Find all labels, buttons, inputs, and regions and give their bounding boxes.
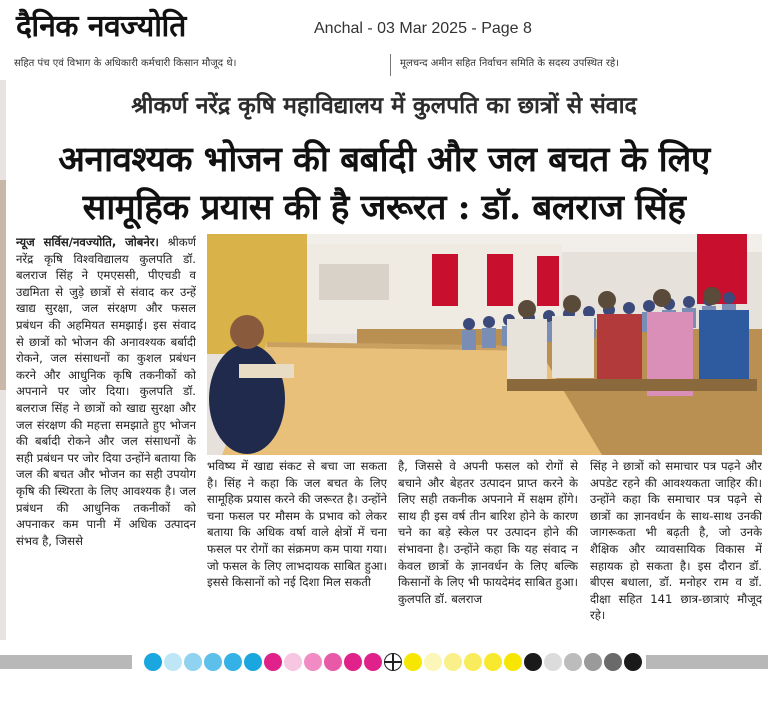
newspaper-brand: दैनिक नवज्योति [16, 9, 186, 44]
cyan-swatch [244, 653, 262, 671]
yellow-tint-swatch [484, 653, 502, 671]
gray-band-right [646, 655, 768, 669]
black-swatch [524, 653, 542, 671]
yellow-tint-swatch [444, 653, 462, 671]
registration-mark-icon [384, 653, 402, 671]
black-swatch [624, 653, 642, 671]
article-kicker: श्रीकर्ण नरेंद्र कृषि महाविद्यालय में कुलपति का छात्रों से संवाद [131, 92, 637, 119]
yellow-tint-swatch [424, 653, 442, 671]
magenta-tint-swatch [324, 653, 342, 671]
byline: न्यूज सर्विस/नवज्योति, जोबनेर। [16, 235, 159, 249]
headline-line-2: सामूहिक प्रयास की है जरूरत : डॉ. बलराज सिंह [82, 187, 686, 228]
cyan-tint-swatch [204, 653, 222, 671]
gray-tint-swatch [584, 653, 602, 671]
magenta-swatch [344, 653, 362, 671]
gray-band-left [0, 655, 132, 669]
classroom-photo-illustration [207, 234, 762, 455]
article-column-3: है, जिससे वे अपनी फसल को रोगों से बचाने और बेहतर उत्पादन प्राप्त करने के लिए सही तकनीक अपनाने में सक्षम होंगे। साथ ही इस वर्ष तीन बारिश होने के कारण चने का बड़े स्केल पर उत्पादन होने की संभावना है। उन्होंने कहा कि यह संवाद न केवल छात्रों के ज्ञानवर्धन के लिए बल्कि किसानों के लिए भी फायदेमंद साबित हुआ। कुलपति डॉ. बलराज [398, 459, 578, 606]
cyan-tint-swatch [184, 653, 202, 671]
article-column-4: सिंह ने छात्रों को समाचार पत्र पढ़ने और अपडेट रहने की आवश्यकता जाहिर की। उन्होंने कहा कि समाचार पत्र पढ़ने से छात्रों का ज्ञानवर्धन के साथ-साथ उनकी जागरूकता भी बढ़ती है, जो उनके शैक्षिक और व्यावसायिक विकास में सहायक हो सकता है। इस दौरान डॉ. बीएस बधाला, डॉ. मनोहर राम व डॉ. दीक्षा सहित 141 छात्र-छात्राएं मौजूद रहे। [590, 459, 762, 623]
magenta-swatch [364, 653, 382, 671]
gray-tint-swatch [604, 653, 622, 671]
gray-tint-swatch [564, 653, 582, 671]
magenta-tint-swatch [284, 653, 302, 671]
cyan-swatch [144, 653, 162, 671]
cyan-tint-swatch [164, 653, 182, 671]
top-strip-left-text: सहित पंच एवं विभाग के अधिकारी कर्मचारी किसान मौजूद थे। [14, 58, 237, 69]
column-1-text: श्रीकर्ण नरेंद्र कृषि विश्वविद्यालय कुलपति डॉ. बलराज सिंह ने एमएससी, पीएचडी व उद्यमिता से जुड़े छात्रों से संवाद कर उन्हें खाद्य सुरक्षा, जल संरक्षण और फसल प्रबंधन की अहमियत समझाई। इस संवाद से छात्रों को भोजन की अनावश्यक बर्बादी रोकने, जल संसाधनों का कुशल प्रबंधन करने और आधुनिक कृषि तकनीकों को अपनाने पर जोर दिया। कुलपति डॉ. बलराज सिंह ने छात्रों को खाद्य सुरक्षा और जल संरक्षण की महत्ता समझाते हुए भोजन की बर्बादी रोकने और जल संसाधनों के सही प्रबंधन पर जोर दिया उन्होंने बताया कि जल की बचत और भोजन का सही उपयोग कृषि की स्थिरता के लिए आवश्यक है। जल प्रबंधन की आधुनिक तकनीकों को अपनाकर कम पानी में अधिक उत्पादन संभव है, जिससे [16, 235, 196, 548]
masthead [0, 0, 768, 52]
yellow-swatch [404, 653, 422, 671]
headline-line-1: अनावश्यक भोजन की बर्बादी और जल बचत के लिए [58, 139, 710, 180]
edition-label: Anchal - 03 Mar 2025 - Page 8 [314, 20, 532, 37]
column-divider [390, 54, 391, 76]
magenta-swatch [264, 653, 282, 671]
yellow-swatch [504, 653, 522, 671]
article-column-1 [16, 234, 196, 652]
article-photo [207, 234, 762, 455]
cyan-tint-swatch [224, 653, 242, 671]
article-column-2: भविष्य में खाद्य संकट से बचा जा सकता है। सिंह ने कहा कि जल बचत के लिए सामूहिक प्रयास करने की जरूरत है। उन्होंने चना फसल पर मौसम के प्रभाव को लेकर बताया कि अधिक वर्षा वाले क्षेत्रों में चना फसल पर रोगों का संक्रमण कम पाया गया। जो फसल के लिए लाभदायक साबित हुआ। इससे किसानों को नई दिशा मिल सकती [207, 459, 387, 590]
top-strip-right-text: मूलचन्द अमीन सहित निर्वाचन समिति के सदस्य उपस्थित रहे। [400, 58, 620, 69]
print-color-bar [0, 652, 768, 672]
gray-tint-swatch [544, 653, 562, 671]
yellow-tint-swatch [464, 653, 482, 671]
magenta-tint-swatch [304, 653, 322, 671]
